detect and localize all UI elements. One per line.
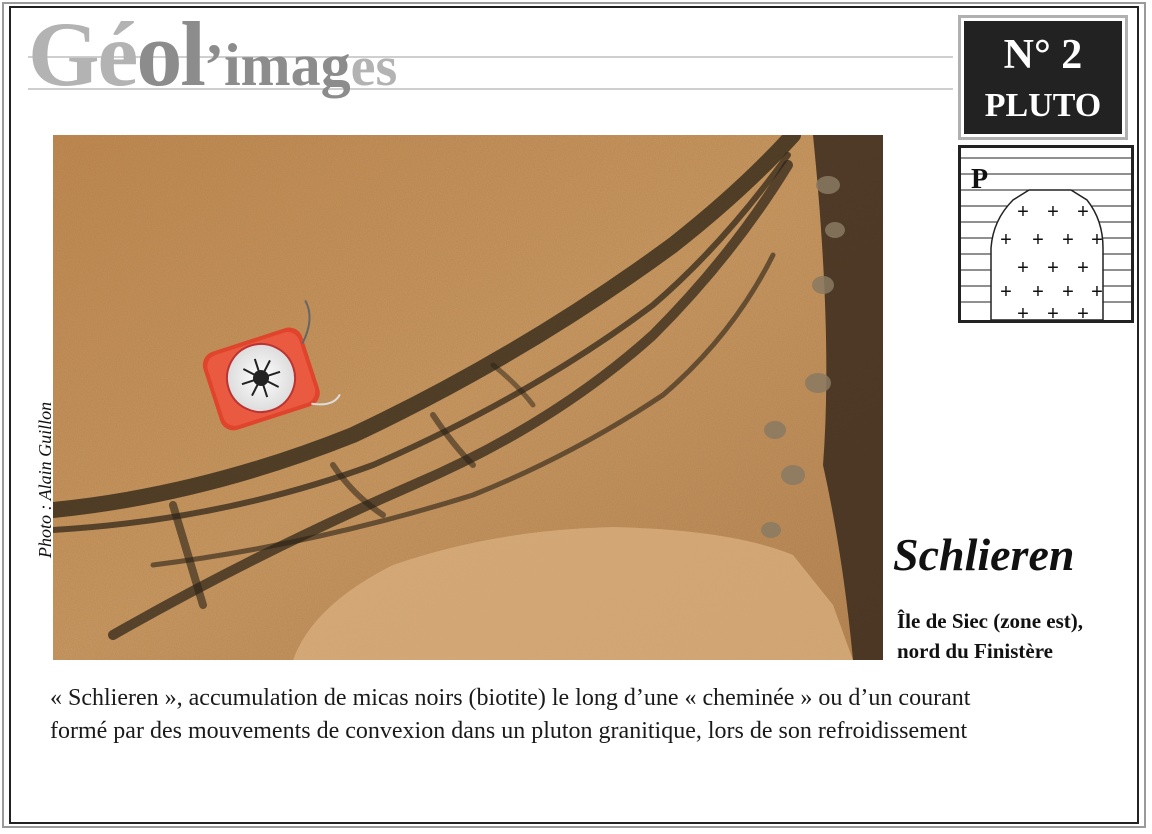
granite-cross: + xyxy=(1077,257,1089,279)
schlieren-photo xyxy=(53,135,883,660)
granite-cross: + xyxy=(1062,229,1074,251)
granite-cross: + xyxy=(1017,201,1029,223)
masthead-part: ’ima xyxy=(203,32,321,98)
schlieren-photo-svg xyxy=(53,135,883,660)
caption-line: formé par des mouvements de convexion dans un pluton granitique, lors de son refroidissement xyxy=(50,718,968,744)
photo-credit: Photo : Alain Guillon xyxy=(35,401,55,558)
granite-cross: + xyxy=(1000,281,1012,303)
issue-badge xyxy=(958,15,1128,140)
page-title: Schlieren xyxy=(893,529,1075,580)
issue-number: N° 2 xyxy=(1003,32,1083,78)
masthead-part: es xyxy=(350,36,398,98)
issue-theme: PLUTO xyxy=(984,87,1102,124)
masthead-part: Gé xyxy=(28,3,137,105)
pluton-diagram-svg xyxy=(961,148,1131,320)
granite-cross: + xyxy=(1017,257,1029,279)
granite-cross: + xyxy=(1017,303,1029,320)
masthead-title xyxy=(28,3,398,105)
granite-cross: + xyxy=(1000,229,1012,251)
masthead-part: ol xyxy=(136,3,204,105)
pluton-diagram xyxy=(958,145,1134,323)
granite-cross: + xyxy=(1047,303,1059,320)
location-line: Île de Siec (zone est), xyxy=(897,609,1084,633)
granite-cross: + xyxy=(1032,229,1044,251)
granite-cross: + xyxy=(1091,229,1103,251)
granite-cross: + xyxy=(1077,201,1089,223)
granite-cross: + xyxy=(1091,281,1103,303)
location xyxy=(897,606,1083,666)
location-line: nord du Finistère xyxy=(897,639,1053,663)
caption xyxy=(50,682,1125,748)
granite-cross: + xyxy=(1077,303,1089,320)
issue-badge-panel xyxy=(964,21,1122,134)
caption-line: « Schlieren », accumulation de micas noirs (biotite) le long d’une « cheminée » ou d’un courant xyxy=(50,685,971,711)
granite-cross: + xyxy=(1047,257,1059,279)
granite-cross: + xyxy=(1032,281,1044,303)
granite-cross: + xyxy=(1047,201,1059,223)
diagram-label: P xyxy=(971,164,989,195)
masthead-part: g xyxy=(320,32,351,98)
granite-cross: + xyxy=(1062,281,1074,303)
